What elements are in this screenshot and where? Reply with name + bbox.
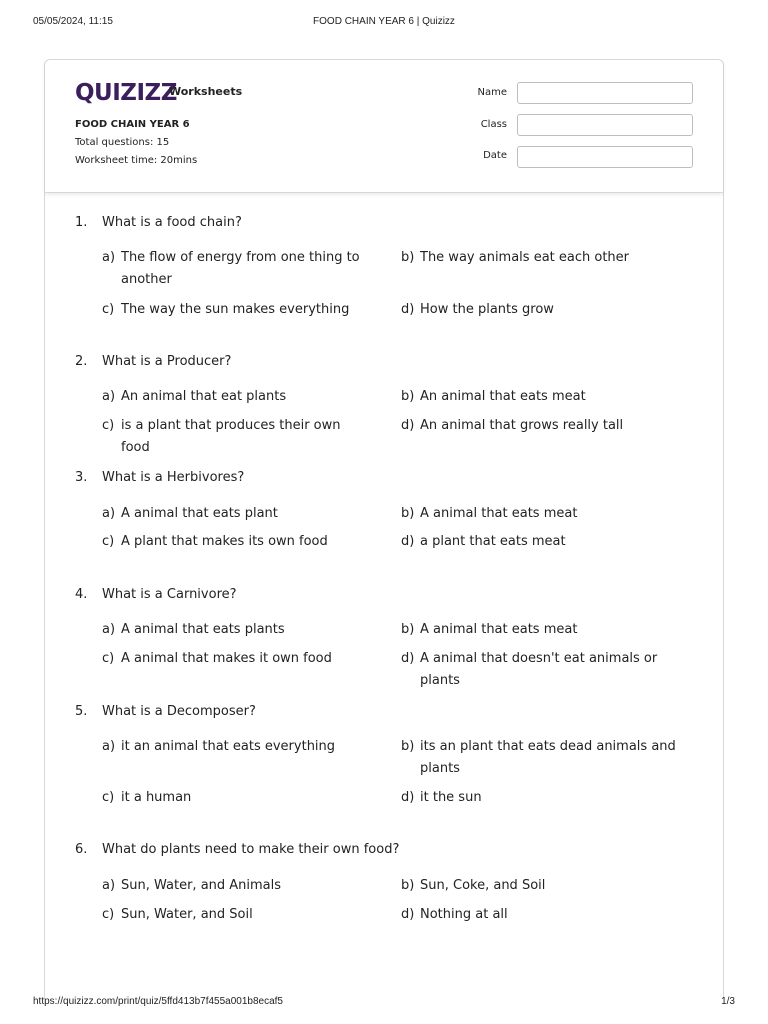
option-text: The way the sun makes everything xyxy=(121,302,350,317)
question-text: What do plants need to make their own food? xyxy=(102,842,400,857)
option-text: its an plant that eats dead animals and plants xyxy=(420,739,676,776)
option-letter: b) xyxy=(401,506,415,521)
worksheet xyxy=(44,59,724,999)
option-letter: c) xyxy=(102,534,115,549)
option-text: An animal that eats meat xyxy=(420,389,586,404)
option-text: A animal that eats plant xyxy=(121,506,278,521)
print-datetime: 05/05/2024, 11:15 xyxy=(33,16,113,27)
option-c[interactable] xyxy=(102,531,372,553)
option-a[interactable] xyxy=(102,503,372,525)
question-number: 4. xyxy=(75,587,88,602)
option-c[interactable] xyxy=(102,787,372,809)
option-text: is a plant that produces their own food xyxy=(121,418,341,455)
option-text: Sun, Water, and Soil xyxy=(121,907,253,922)
option-b[interactable] xyxy=(401,875,701,897)
question-text: What is a food chain? xyxy=(102,215,242,230)
quizizz-logo: QUIZIZZ xyxy=(75,80,177,106)
option-text: Nothing at all xyxy=(420,907,508,922)
question-number: 6. xyxy=(75,842,88,857)
option-c[interactable] xyxy=(102,648,372,670)
option-b[interactable] xyxy=(401,736,701,780)
question-text: What is a Decomposer? xyxy=(102,704,256,719)
option-d[interactable] xyxy=(401,299,701,321)
option-text: Sun, Water, and Animals xyxy=(121,878,282,893)
option-b[interactable] xyxy=(401,386,701,408)
option-letter: d) xyxy=(401,651,415,666)
option-letter: a) xyxy=(102,878,116,893)
option-text: The way animals eat each other xyxy=(420,250,630,265)
option-text: a plant that eats meat xyxy=(420,534,566,549)
option-letter: a) xyxy=(102,506,116,521)
option-letter: d) xyxy=(401,418,415,433)
worksheet-header xyxy=(45,60,723,193)
option-letter: c) xyxy=(102,651,115,666)
option-d[interactable] xyxy=(401,904,701,926)
option-letter: d) xyxy=(401,790,415,805)
class-field[interactable] xyxy=(517,114,693,136)
option-letter: b) xyxy=(401,878,415,893)
option-letter: a) xyxy=(102,389,116,404)
option-letter: d) xyxy=(401,302,415,317)
option-d[interactable] xyxy=(401,648,701,692)
option-a[interactable] xyxy=(102,386,372,408)
option-text: An animal that grows really tall xyxy=(420,418,624,433)
option-a[interactable] xyxy=(102,619,372,641)
option-text: A animal that eats meat xyxy=(420,622,578,637)
question-number: 3. xyxy=(75,470,88,485)
option-d[interactable] xyxy=(401,531,701,553)
name-field[interactable] xyxy=(517,82,693,104)
option-letter: b) xyxy=(401,389,415,404)
option-letter: a) xyxy=(102,250,116,265)
option-d[interactable] xyxy=(401,415,701,437)
quiz-title: FOOD CHAIN YEAR 6 xyxy=(75,119,190,130)
option-letter: d) xyxy=(401,907,415,922)
print-header xyxy=(33,16,735,30)
option-b[interactable] xyxy=(401,247,701,269)
question-text: What is a Carnivore? xyxy=(102,587,237,602)
print-footer xyxy=(33,996,735,1010)
option-text: A animal that eats meat xyxy=(420,506,578,521)
option-text: A animal that doesn't eat animals or plants xyxy=(420,651,658,688)
option-text: A plant that makes its own food xyxy=(121,534,328,549)
question-text: What is a Producer? xyxy=(102,354,232,369)
option-text: A animal that makes it own food xyxy=(121,651,332,666)
question-number: 5. xyxy=(75,704,88,719)
option-text: it the sun xyxy=(420,790,482,805)
print-url: https://quizizz.com/print/quiz/5ffd413b7f455a001b8ecaf5 xyxy=(33,996,283,1007)
option-c[interactable] xyxy=(102,415,372,459)
date-label: Date xyxy=(483,150,507,161)
option-text: Sun, Coke, and Soil xyxy=(420,878,546,893)
name-label: Name xyxy=(477,87,507,98)
option-letter: c) xyxy=(102,907,115,922)
option-c[interactable] xyxy=(102,904,372,926)
question-number: 1. xyxy=(75,215,88,230)
option-a[interactable] xyxy=(102,247,372,291)
option-letter: d) xyxy=(401,534,415,549)
option-text: it a human xyxy=(121,790,192,805)
option-a[interactable] xyxy=(102,875,372,897)
option-a[interactable] xyxy=(102,736,372,758)
question-number: 2. xyxy=(75,354,88,369)
option-text: How the plants grow xyxy=(420,302,554,317)
option-letter: c) xyxy=(102,418,115,433)
option-letter: a) xyxy=(102,739,116,754)
option-b[interactable] xyxy=(401,619,701,641)
option-letter: c) xyxy=(102,302,115,317)
option-b[interactable] xyxy=(401,503,701,525)
option-text: it an animal that eats everything xyxy=(121,739,336,754)
option-letter: b) xyxy=(401,739,415,754)
worksheet-time: Worksheet time: 20mins xyxy=(75,155,198,166)
class-label: Class xyxy=(480,119,507,130)
option-text: An animal that eat plants xyxy=(121,389,287,404)
total-questions: Total questions: 15 xyxy=(75,137,170,148)
option-d[interactable] xyxy=(401,787,701,809)
option-text: A animal that eats plants xyxy=(121,622,285,637)
option-text: The flow of energy from one thing to another xyxy=(121,250,360,287)
date-field[interactable] xyxy=(517,146,693,168)
question-text: What is a Herbivores? xyxy=(102,470,245,485)
print-title: FOOD CHAIN YEAR 6 | Quizizz xyxy=(313,16,455,27)
logo-subtitle: Worksheets xyxy=(169,85,243,98)
option-c[interactable] xyxy=(102,299,372,321)
option-letter: b) xyxy=(401,250,415,265)
option-letter: c) xyxy=(102,790,115,805)
page-number: 1/3 xyxy=(721,996,735,1007)
option-letter: a) xyxy=(102,622,116,637)
option-letter: b) xyxy=(401,622,415,637)
